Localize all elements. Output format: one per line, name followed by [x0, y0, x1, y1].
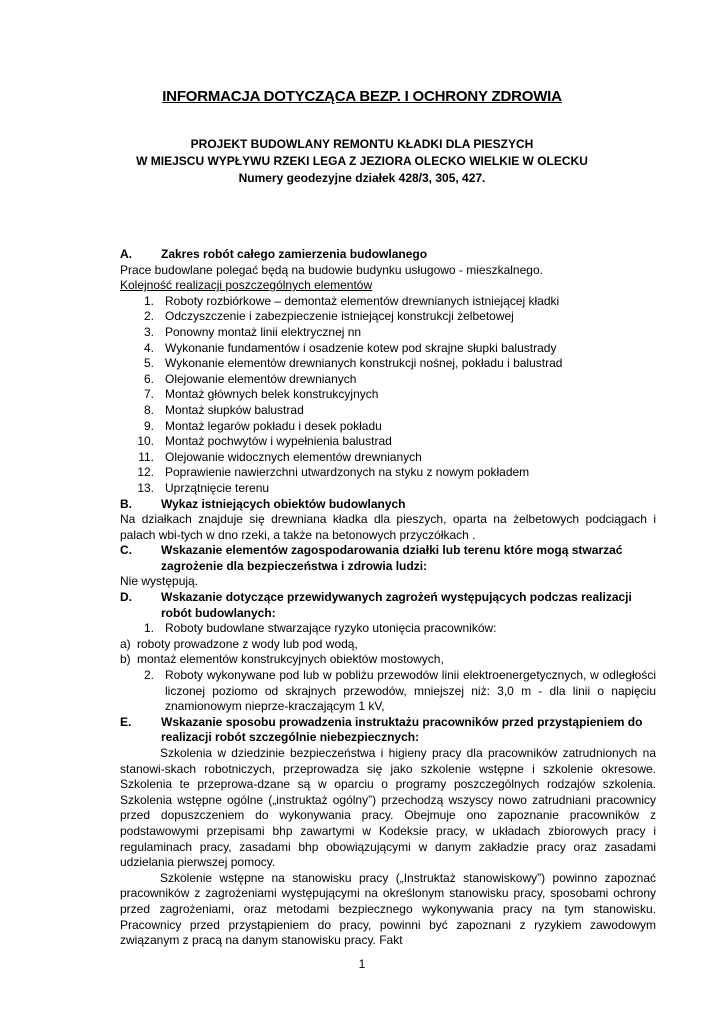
document-title: INFORMACJA DOTYCZĄCA BEZP. I OCHRONY ZDROWIA — [162, 88, 562, 105]
section-a-list-heading: Kolejność realizacji poszczególnych elementów — [120, 278, 373, 293]
list-item: 4. Wykonanie fundamentów i osadzenie kotew pod skrajne słupki balustrady — [143, 340, 557, 355]
page-number: 1 — [358, 957, 366, 971]
section-letter: C. — [120, 543, 132, 558]
section-a-text: Prace budowlane polegać będą na budowie budynku usługowo - mieszkalnego. — [120, 262, 543, 277]
project-subtitle — [0, 136, 724, 187]
hazard-subitem: b) montaż elementów konstrukcyjnych obiektów mostowych, — [120, 652, 444, 667]
section-title: Wskazanie sposobu prowadzenia instruktażu pracowników przed przystąpieniem do realizacji robót szczególnie niebezpiecznych: — [161, 714, 643, 745]
document-body — [120, 247, 656, 949]
hazard-item: 1. Roboty budowlane stwarzające ryzyko utonięcia pracowników: — [143, 621, 497, 636]
list-item: 7. Montaż głównych belek konstrukcyjnych — [143, 387, 379, 402]
list-item: 11. Olejowanie widocznych elementów drewnianych — [138, 449, 422, 464]
list-item: 10. Montaż pochwytów i wypełnienia balustrad — [137, 434, 392, 449]
section-title: Wykaz istniejących obiektów budowlanych — [161, 496, 406, 511]
subtitle-line: PROJEKT BUDOWLANY REMONTU KŁADKI DLA PIESZYCH — [190, 137, 534, 151]
subtitle-line: W MIEJSCU WYPŁYWU RZEKI LEGA Z JEZIORA OLECKO WIELKIE W OLECKU — [136, 154, 588, 168]
hazard-item: 2. Roboty wykonywane pod lub w pobliżu przewodów linii elektroenergetycznych, w odległości liczonej poziomo od skrajnych przewodów, mniejszej niż: 3,0 m - dla linii o napięciu znamionowym nieprze-kraczającym 1 kV, — [143, 668, 656, 714]
list-item: 9. Montaż legarów pokładu i desek pokładu — [143, 418, 382, 433]
section-letter: D. — [120, 590, 132, 605]
section-d-heading — [120, 590, 656, 621]
section-letter: B. — [120, 496, 132, 511]
section-e-paragraph: Szkolenie wstępne na stanowisku pracy („Instruktaż stanowiskowy”) powinno zapoznać pracowników z zagrożeniami występującymi na określonym stanowisku pracy, sposobami ochrony przed zagrożeniami, oraz metodami bezpiecznego wykonywania pracy na tym stanowisku. Pracownicy przed przystąpieniem do pracy, powinni być zapoznani z ryzykiem zawodowym związanym z pracą na danym stanowisku pracy. Fakt — [120, 870, 656, 948]
section-title: Wskazanie elementów zagospodarowania działki lub terenu które mogą stwarzać zagrożenie dla bezpieczeństwa i zdrowia ludzi: — [161, 543, 623, 573]
list-item: 13. Uprzątnięcie terenu — [137, 480, 270, 495]
section-b-text: Na działkach znajduje się drewniana kładka dla pieszych, oparta na żelbetowych podciągach i palach wbi-tych w dno rzeki, a także na betonowych przyczółkach . — [120, 512, 656, 542]
section-c-heading — [120, 543, 656, 574]
section-b-heading — [120, 497, 656, 513]
section-letter: A. — [120, 247, 132, 261]
section-e-paragraph: Szkolenia w dziedzinie bezpieczeństwa i higieny pracy dla pracowników zatrudnionych na stanowi-skach robotniczych, przeprowadza się jako szkolenie wstępne i szkolenie okresowe. Szkolenia te przeprowa-dzane są w oparciu o programy poszczególnych rodzajów szkolenia. Szkolenia wstępne ogólne („instruktaż ogólny”) przechodzą wszyscy nowo zatrudniani pracownicy przed dopuszczeniem do wykonywania pracy. Obejmuje ono zapoznanie pracowników z podstawowymi przepisami bhp zawartymi w Kodeksie pracy, w układach zbiorowych pracy i regulaminach pracy, zasadami bhp obowiązującymi w danym zakładzie pracy oraz zasadami udzielania pierwszej pomocy. — [120, 746, 656, 870]
list-item: 5. Wykonanie elementów drewnianych konstrukcji nośnej, pokładu i balustrad — [143, 356, 563, 371]
subtitle-line: Numery geodezyjne działek 428/3, 305, 427. — [238, 171, 486, 185]
hazard-subitem: a) roboty prowadzone z wody lub pod wodą, — [120, 636, 358, 651]
section-letter: E. — [120, 714, 132, 729]
section-title: Zakres robót całego zamierzenia budowlanego — [161, 247, 428, 261]
list-item: 12. Poprawienie nawierzchni utwardzonych na styku z nowym pokładem — [137, 465, 530, 480]
list-item: 6. Olejowanie elementów drewnianych — [143, 371, 357, 386]
list-item: 8. Montaż słupków balustrad — [143, 402, 304, 417]
section-a-heading — [120, 247, 656, 263]
list-item: 3. Ponowny montaż linii elektrycznej nn — [143, 324, 362, 339]
section-title: Wskazanie dotyczące przewidywanych zagrożeń występujących podczas realizacji robót budowlanych: — [161, 590, 632, 620]
list-item: 2. Odczyszczenie i zabezpieczenie istniejącej konstrukcji żelbetowej — [143, 309, 514, 324]
work-sequence-list — [120, 294, 656, 497]
section-c-text: Nie występują. — [120, 574, 199, 589]
list-item: 1. Roboty rozbiórkowe – demontaż elementów drewnianych istniejącej kładki — [143, 293, 560, 308]
section-e-heading — [120, 715, 656, 746]
